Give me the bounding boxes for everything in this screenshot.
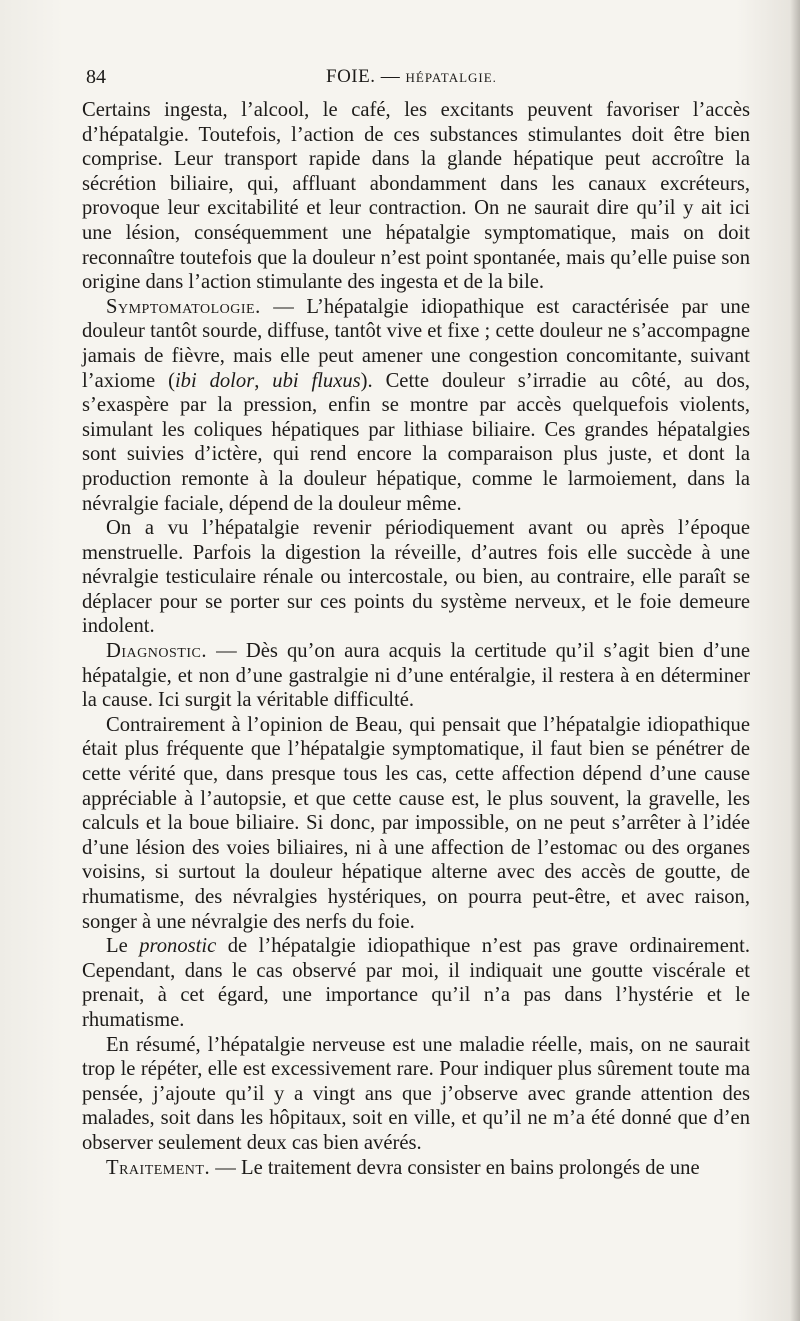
italic-pronostic: pronostic [139, 935, 217, 958]
paragraph-text: Certains ingesta, l’alcool, le café, les excitants peuvent favoriser l’accès d’hépatalgie. Toutefois, l’action de ces substances stimulantes doit être bien comprise. Leur transport rapide dans la glande hépatique peut accroître la sécrétion biliaire, qui, affluant abondamment dans les canaux excréteurs, provoque leur excitabilité et leur contraction. On ne saurait dire qu’il y ait ici une lésion, conséquemment une hépatalgie symptomatique, mais on doit reconnaître toutefois que la douleur n’est point spontanée, mais qu’elle puise son origine dans l’action stimulante des ingesta et de la bile. [82, 99, 750, 294]
body-text [82, 98, 750, 1180]
comma: , [254, 369, 273, 392]
italic-ubi-fluxus: ubi fluxus [272, 369, 361, 392]
paragraph-text: ). Cette douleur s’irradie au côté, au dos, s’exaspère par la pression, enfin se montre par accès quelquefois violents, simulant les coliques hépatiques par lithiase biliaire. Ces grandes hépatalgies sont suivies d’ictère, qui rend encore la comparaison plus juste, et dont la production remonte à la douleur hépatique, comme le larmoiement, dans la névralgie faciale, dépend de la douleur même. [82, 369, 751, 515]
page-number: 84 [86, 66, 106, 88]
paragraph-text: — L’hépatalgie idiopathique est caractérisée par une douleur tantôt sourde, diffuse, tantôt vive et fixe ; cette douleur ne s’accompagne jamais de fièvre, mais elle peut amener une congestion concomitante, suivant l’axiome ( [82, 295, 750, 392]
page-edge-shadow [790, 0, 800, 1321]
running-title-sub: HÉPATALGIE. [405, 70, 497, 85]
paragraph-text: Contrairement à l’opinion de Beau, qui pensait que l’hépatalgie idiopathique était plus fréquente que l’hépatalgie symptomatique, il faut bien se pénétrer de cette vérité que, dans presque tous les cas, cette affection dépend d’une cause appréciable à l’autopsie, et que cette cause est, le plus souvent, la gravelle, les calculs et la boue biliaire. Si donc, par impossible, on ne peut s’arrêter à l’idée d’une lésion des voies biliaires, ni à une affection de l’estomac ou des organes voisins, si surtout la douleur hépatique alterne avec des accès de goutte, de rhumatisme, des névralgies hystériques, on pourra peut-être, et avec raison, songer à une névralgie des nerfs du foie. [82, 713, 750, 933]
running-title [326, 66, 497, 88]
paragraph-diagnostic [82, 639, 750, 713]
paragraph-resume [82, 1033, 750, 1156]
paragraph-periodicite [82, 516, 750, 639]
section-heading-traitement: Traitement. [106, 1156, 211, 1179]
page-header [82, 66, 748, 98]
paragraph-text: On a vu l’hépatalgie revenir périodiquement avant ou après l’époque menstruelle. Parfois la digestion la réveille, d’autres fois elle succède à une névralgie testiculaire rénale ou intercostale, ou bien, au contraire, elle paraît se déplacer pour se porter sur ces points du système nerveux, et le foie demeure indolent. [82, 517, 750, 638]
paragraph-pronostic [82, 934, 750, 1032]
paragraph-text: En résumé, l’hépatalgie nerveuse est une maladie réelle, mais, on ne saurait trop le répéter, elle est excessivement rare. Pour indiquer plus sûrement toute ma pensée, j’ajoute qu’il y a vingt ans que j’observe avec grande attention des malades, soit dans les hôpitaux, soit en ville, et qu’il ne m’a été donné que d’en observer seulement deux cas bien avérés. [82, 1033, 750, 1154]
paragraph-ingesta [82, 98, 750, 295]
paragraph-symptomatologie [82, 295, 750, 516]
section-heading-symptomatologie: Symptomatologie. [106, 295, 261, 318]
italic-ibi-dolor: ibi dolor [174, 369, 255, 392]
paragraph-text: — Le traitement devra consister en bains prolongés de une [210, 1156, 700, 1179]
paragraph-traitement [82, 1156, 750, 1181]
running-title-main: FOIE. — [326, 66, 401, 87]
paragraph-text: de l’hépatalgie idiopathique n’est pas grave ordinairement. Cependant, dans le cas observé par moi, il indiquait une goutte viscérale et prenait, à cet égard, une importance qu’il n’a pas dans l’hystérie et le rhumatisme. [82, 935, 750, 1031]
paragraph-text: — Dès qu’on aura acquis la certitude qu’il s’agit bien d’une hépatalgie, et non d’une gastralgie ni d’une entéralgie, il restera à en déterminer la cause. Ici surgit la véritable difficulté. [82, 640, 750, 712]
section-heading-diagnostic: Diagnostic. [106, 640, 207, 663]
paragraph-beau [82, 713, 750, 934]
paragraph-text: Le [106, 935, 140, 958]
